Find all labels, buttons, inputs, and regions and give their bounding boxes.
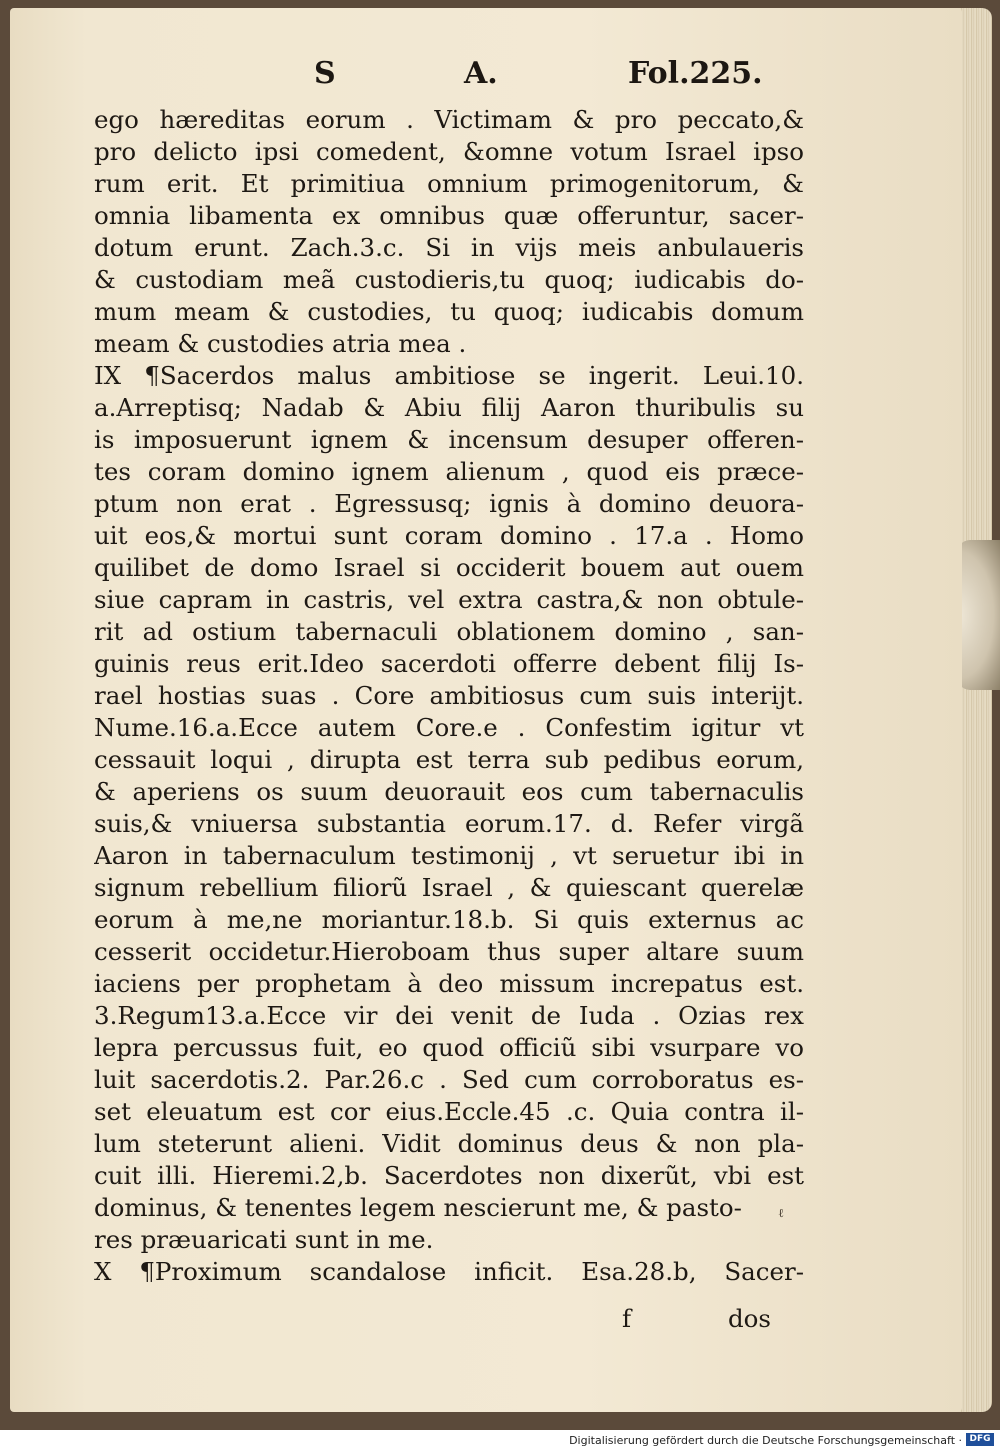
text-line: IX ¶Sacerdos malus ambitiose se ingerit. Leui.10.: [94, 361, 804, 390]
margin-mark: ℓ: [778, 1206, 784, 1220]
text-line: signum rebellium filiorũ Israel , & quiescant querelæ: [94, 873, 804, 902]
text-line: iaciens per prophetam à deo missum increpatus est.: [94, 969, 804, 998]
text-line: eorum à me,ne moriantur.18.b. Si quis externus ac: [94, 905, 804, 934]
digitization-footer: [0, 1430, 1000, 1450]
text-line: dotum erunt. Zach.3.c. Si in vijs meis anbulaueris: [94, 233, 804, 262]
text-line: uit eos,& mortui sunt coram domino . 17.a . Homo: [94, 521, 804, 550]
text-line: luit sacerdotis.2. Par.26.c . Sed cum corroboratus es-: [94, 1065, 804, 1094]
text-line: quilibet de domo Israel si occiderit bouem aut ouem: [94, 553, 804, 582]
running-head-center: A.: [464, 56, 498, 91]
text-line: mum meam & custodies, tu quoq; iudicabis domum: [94, 297, 804, 326]
text-line: ego hæreditas eorum . Victimam & pro peccato,&: [94, 105, 804, 134]
text-line: guinis reus erit.Ideo sacerdoti offerre debent filij Is-: [94, 649, 804, 678]
text-line: X ¶Proximum scandalose inficit. Esa.28.b, Sacer-: [94, 1257, 804, 1286]
text-line: lepra percussus fuit, eo quod officiũ sibi vsurpare vo: [94, 1033, 804, 1062]
text-line: dominus, & tenentes legem nescierunt me, & pasto-: [94, 1193, 742, 1222]
text-line: & aperiens os suum deuorauit eos cum tabernaculis: [94, 777, 804, 806]
text-line: ptum non erat . Egressusq; ignis à domino deuora-: [94, 489, 804, 518]
text-line: 3.Regum13.a.Ecce vir dei venit de Iuda . Ozias rex: [94, 1001, 804, 1030]
catchword: dos: [728, 1304, 772, 1333]
text-line: lum steterunt alieni. Vidit dominus deus & non pla-: [94, 1129, 804, 1158]
dfg-logo-icon: DFG: [966, 1433, 994, 1446]
text-line: rael hostias suas . Core ambitiosus cum suis interijt.: [94, 681, 804, 710]
text-line: Nume.16.a.Ecce autem Core.e . Confestim igitur vt: [94, 713, 804, 742]
text-line: cesserit occidetur.Hieroboam thus super altare suum: [94, 937, 804, 966]
book-page: [10, 8, 962, 1412]
footer-credit: Digitalisierung gefördert durch die Deutsche Forschungsgemeinschaft ·: [569, 1434, 962, 1447]
body-text: [94, 104, 804, 1288]
text-line: a.Arreptisq; Nadab & Abiu filij Aaron thuribulis su: [94, 393, 804, 422]
text-line: meam & custodies atria mea .: [94, 329, 467, 358]
text-line: tes coram domino ignem alienum , quod eis præce-: [94, 457, 804, 486]
text-line: res præuaricati sunt in me.: [94, 1225, 434, 1254]
running-head-left: S: [314, 56, 336, 91]
text-line: set eleuatum est cor eius.Eccle.45 .c. Quia contra il-: [94, 1097, 804, 1126]
running-head: [10, 56, 962, 96]
text-line: rum erit. Et primitiua omnium primogenitorum, &: [94, 169, 804, 198]
text-line: Aaron in tabernaculum testimonij , vt seruetur ibi in: [94, 841, 804, 870]
text-line: cuit illi. Hieremi.2,b. Sacerdotes non dixerũt, vbi est: [94, 1161, 804, 1190]
signature-mark: f: [622, 1304, 632, 1333]
folio-number: Fol.225.: [628, 56, 763, 91]
text-line: is imposuerunt ignem & incensum desuper offeren-: [94, 425, 804, 454]
text-line: pro delicto ipsi comedent, &omne votum Israel ipso: [94, 137, 804, 166]
text-line: suis,& vniuersa substantia eorum.17. d. Refer virgã: [94, 809, 804, 838]
text-line: rit ad ostium tabernaculi oblationem domino , san-: [94, 617, 804, 646]
text-line: cessauit loqui , dirupta est terra sub pedibus eorum,: [94, 745, 804, 774]
text-line: siue capram in castris, vel extra castra,& non obtule-: [94, 585, 804, 614]
text-line: omnia libamenta ex omnibus quæ offeruntur, sacer-: [94, 201, 804, 230]
text-line: & custodiam meã custodieris,tu quoq; iudicabis do-: [94, 265, 804, 294]
